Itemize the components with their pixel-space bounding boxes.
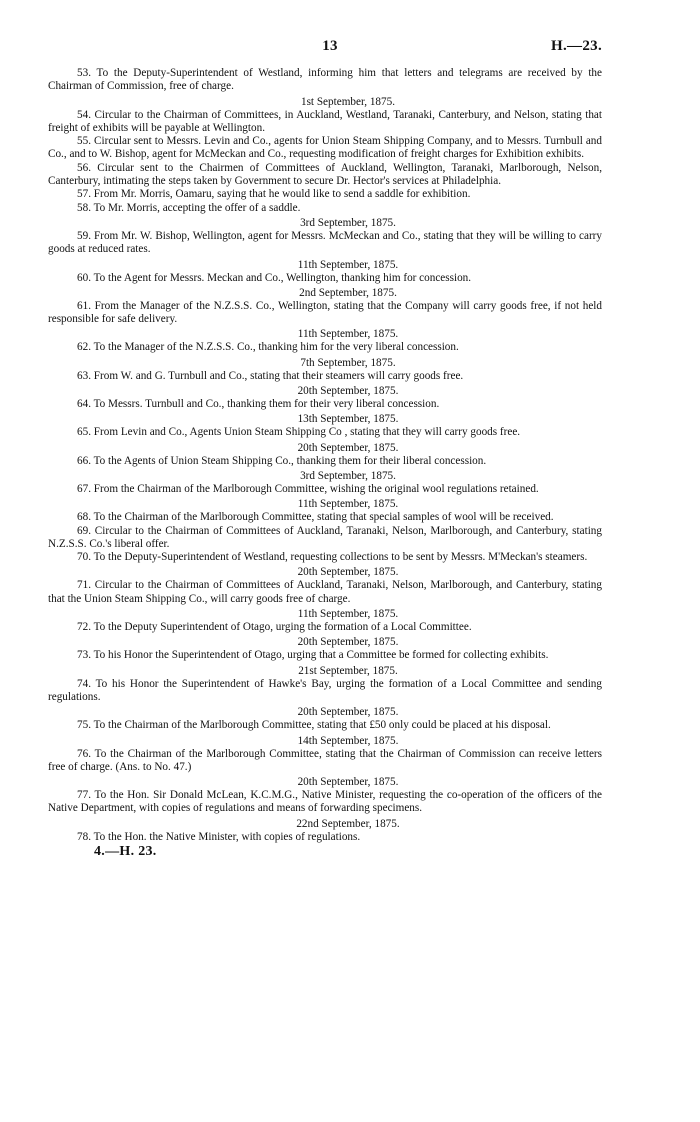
correspondence-entry: 55. Circular sent to Messrs. Levin and Co., agents for Union Steam Shipping Company, and to Messrs. Turnbull and Co., and to W. Bishop, agent for McMeckan and Co., requesting modification of freight charges for Exhibition exhibits. (48, 135, 602, 161)
correspondence-entry: 65. From Levin and Co., Agents Union Steam Shipping Co , stating that they will carry goods free. (77, 426, 521, 439)
correspondence-entry: 61. From the Manager of the N.Z.S.S. Co., Wellington, stating that the Company will carry goods free, if not held responsible for safe delivery. (48, 299, 602, 326)
correspondence-entry: 57. From Mr. Morris, Oamaru, saying that he would like to send a saddle for exhibition. (77, 188, 471, 201)
date-line: 1st September, 1875. (300, 95, 395, 108)
correspondence-entry: 59. From Mr. W. Bishop, Wellington, agent for Messrs. McMeckan and Co., stating that they will be willing to carry goods at reduced rates. (48, 229, 602, 256)
correspondence-entry: 70. To the Deputy-Superintendent of Westland, requesting collections to be sent by Messrs. M'Meckan's steamers. (77, 551, 588, 564)
correspondence-entry: 72. To the Deputy Superintendent of Otago, urging the formation of a Local Committee. (77, 621, 472, 634)
correspondence-entry: 74. To his Honor the Superintendent of Hawke's Bay, urging the formation of a Local Committee and sending regulations. (48, 677, 602, 703)
correspondence-entry: 77. To the Hon. Sir Donald McLean, K.C.M.G., Native Minister, requesting the co-operation of the officers of the Native Department, with copies of regulations and means of forwarding specimens. (48, 789, 602, 815)
date-line: 20th September, 1875. (297, 706, 399, 719)
correspondence-entry: 53. To the Deputy-Superintendent of Westland, informing him that letters and telegrams are received by the Chairman of Commission, free of charge. (48, 67, 602, 93)
correspondence-list (48, 67, 602, 844)
correspondence-entry: 63. From W. and G. Turnbull and Co., stating that their steamers will carry goods free. (77, 369, 464, 382)
date-line: 11th September, 1875. (297, 328, 399, 341)
correspondence-entry: 68. To the Chairman of the Marlborough Committee, stating that special samples of wool will be received. (77, 511, 554, 524)
correspondence-entry: 71. Circular to the Chairman of Committees of Auckland, Taranaki, Nelson, Marlborough, and Canterbury, stating that the Union Steam Shipping Co., will carry goods free of charge. (48, 579, 602, 605)
correspondence-entry: 75. To the Chairman of the Marlborough Committee, stating that £50 only could be placed at his disposal. (77, 719, 551, 732)
page-header (48, 38, 602, 62)
date-line: 20th September, 1875. (297, 441, 399, 454)
date-line: 11th September, 1875. (297, 498, 399, 511)
date-line: 20th September, 1875. (297, 776, 399, 789)
date-line: 11th September, 1875. (297, 258, 399, 271)
date-line: 14th September, 1875. (297, 734, 399, 747)
correspondence-entry: 56. Circular sent to the Chairmen of Committees of Auckland, Wellington, Taranaki, Marlborough, Nelson, Canterbury, intimating the steps taken by Government to secure Dr. Hector's services at Philadelphia. (48, 161, 602, 188)
correspondence-entry: 62. To the Manager of the N.Z.S.S. Co., thanking him for the very liberal concession. (77, 341, 459, 354)
date-line: 22nd September, 1875. (296, 817, 400, 830)
date-line: 3rd September, 1875. (300, 216, 396, 229)
correspondence-entry: 78. To the Hon. the Native Minister, with copies of regulations. (77, 830, 361, 843)
document-page (48, 38, 602, 859)
document-reference: H.—23. (551, 38, 602, 54)
correspondence-entry: 58. To Mr. Morris, accepting the offer of a saddle. (77, 201, 301, 214)
date-line: 21st September, 1875. (298, 664, 398, 677)
correspondence-entry: 66. To the Agents of Union Steam Shipping Co., thanking them for their liberal concession. (77, 454, 487, 467)
correspondence-entry: 54. Circular to the Chairman of Committees, in Auckland, Westland, Taranaki, Canterbury, and Nelson, stating that freight of exhibits will be payable at Wellington. (48, 108, 602, 134)
correspondence-entry: 67. From the Chairman of the Marlborough Committee, wishing the original wool regulations retained. (77, 482, 539, 495)
correspondence-entry: 73. To his Honor the Superintendent of Otago, urging that a Committee be formed for collecting exhibits. (77, 649, 549, 662)
date-line: 11th September, 1875. (297, 608, 399, 621)
correspondence-entry: 60. To the Agent for Messrs. Meckan and Co., Wellington, thanking him for concession. (77, 271, 472, 284)
signature-reference: 4.—H. 23. (94, 843, 157, 859)
date-line: 20th September, 1875. (297, 636, 399, 649)
date-line: 2nd September, 1875. (299, 286, 397, 299)
date-line: 13th September, 1875. (297, 413, 399, 426)
date-line: 3rd September, 1875. (300, 469, 396, 482)
correspondence-entry: 69. Circular to the Chairman of Committees of Auckland, Taranaki, Nelson, Marlborough, and Canterbury, stating N.Z.S.S. Co.'s liberal offer. (48, 524, 602, 550)
date-line: 7th September, 1875. (300, 356, 396, 369)
correspondence-entry: 64. To Messrs. Turnbull and Co., thanking them for their very liberal concession. (77, 398, 440, 411)
date-line: 20th September, 1875. (297, 566, 399, 579)
correspondence-entry: 76. To the Chairman of the Marlborough Committee, stating that the Chairman of Commission can receive letters free of charge. (Ans. to No. 47.) (48, 747, 602, 773)
date-line: 20th September, 1875. (297, 385, 399, 398)
page-number: 13 (322, 38, 338, 54)
